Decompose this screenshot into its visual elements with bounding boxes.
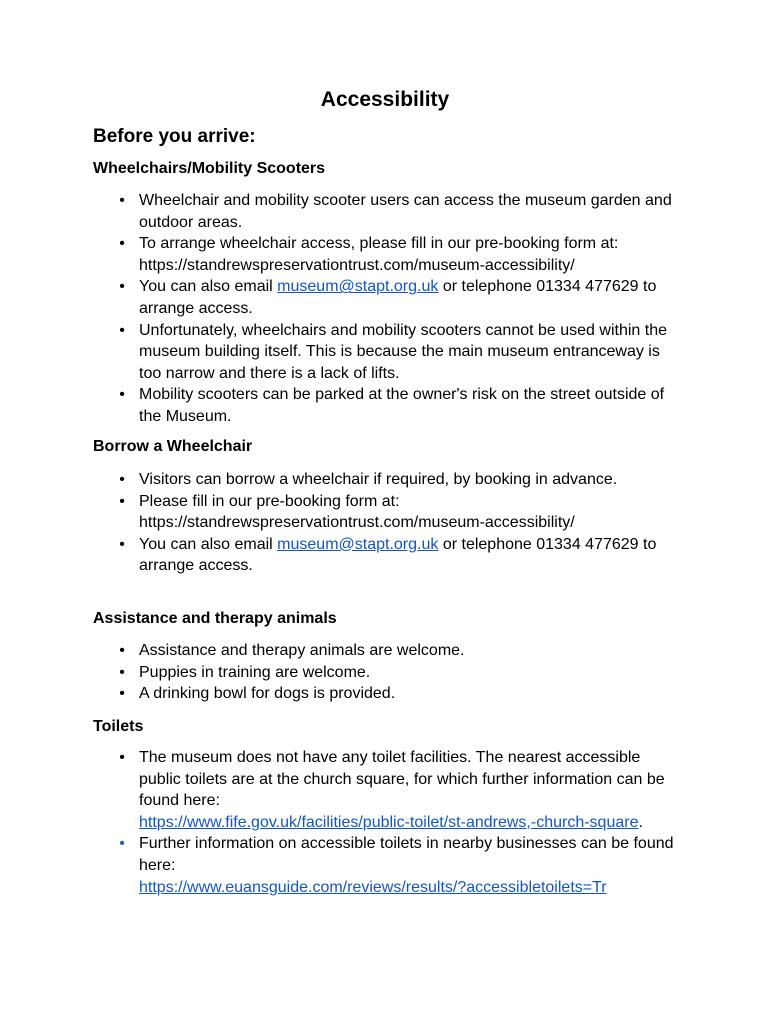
bullet-icon: • — [119, 492, 125, 510]
list-item: • Further information on accessible toilets in nearby businesses can be found here: https://www.euansguide.com/reviews/results/?accessibletoilets=Tr — [0, 833, 680, 898]
list-item: • Visitors can borrow a wheelchair if required, by booking in advance. — [0, 469, 680, 491]
bullet-icon: • — [119, 535, 125, 553]
bullet-icon: • — [119, 685, 125, 703]
bullet-icon: • — [119, 642, 125, 659]
bullet-icon: • — [119, 471, 125, 488]
list-item: • Please fill in our pre-booking form at: https://standrewspreservationtrust.com/museum-accessibility/ — [0, 491, 680, 534]
list-item: • A drinking bowl for dogs is provided. — [0, 683, 680, 705]
bullet-icon: • — [119, 278, 125, 296]
bullet-icon: • — [119, 749, 125, 766]
borrow-list — [0, 469, 680, 577]
toilets-list — [0, 747, 680, 898]
bullet-icon: • — [119, 235, 125, 253]
list-item: • Assistance and therapy animals are welcome. — [0, 640, 680, 662]
list-item: • The museum does not have any toilet facilities. The nearest accessible public toilets are at the church square, for which further information can be found here: https://www.fife.gov.uk/facilities/public-toilet/st-andrews,-church-square. — [0, 747, 680, 833]
page-title: Accessibility — [320, 88, 450, 111]
list-item: • Mobility scooters can be parked at the owner's risk on the street outside of the Museum. — [0, 384, 680, 427]
euansguide-link[interactable]: https://www.euansguide.com/reviews/results/?accessibletoilets=Tr — [139, 878, 607, 896]
borrow-wheelchair-heading: Borrow a Wheelchair — [93, 438, 253, 455]
before-you-arrive-heading: Before you arrive: — [93, 126, 256, 147]
email-link[interactable]: museum@stapt.org.uk — [277, 535, 439, 553]
wheelchairs-list — [0, 190, 680, 428]
fife-toilets-link[interactable]: https://www.fife.gov.uk/facilities/public-toilet/st-andrews,-church-square — [139, 813, 639, 831]
bullet-icon: • — [119, 192, 125, 209]
list-item: • You can also email museum@stapt.org.uk or telephone 01334 477629 to arrange access. — [0, 276, 680, 319]
list-item: • You can also email museum@stapt.org.uk or telephone 01334 477629 to arrange access. — [0, 534, 680, 577]
animals-heading: Assistance and therapy animals — [93, 610, 337, 627]
list-item: • To arrange wheelchair access, please fill in our pre-booking form at: https://standrewspreservationtrust.com/museum-accessibility/ — [0, 233, 680, 276]
toilets-heading: Toilets — [93, 718, 144, 735]
email-link[interactable]: museum@stapt.org.uk — [277, 278, 439, 296]
list-item: • Unfortunately, wheelchairs and mobility scooters cannot be used within the museum building itself. This is because the main museum entranceway is too narrow and there is a lack of lifts. — [0, 320, 680, 385]
bullet-icon: • — [119, 321, 125, 339]
bullet-icon: • — [119, 663, 125, 681]
animals-list — [0, 640, 680, 705]
list-item: • Puppies in training are welcome. — [0, 662, 680, 684]
wheelchairs-heading: Wheelchairs/Mobility Scooters — [93, 160, 326, 177]
list-item: • Wheelchair and mobility scooter users can access the museum garden and outdoor areas. — [0, 190, 680, 233]
bullet-icon: • — [119, 835, 125, 853]
bullet-icon: • — [119, 386, 125, 404]
